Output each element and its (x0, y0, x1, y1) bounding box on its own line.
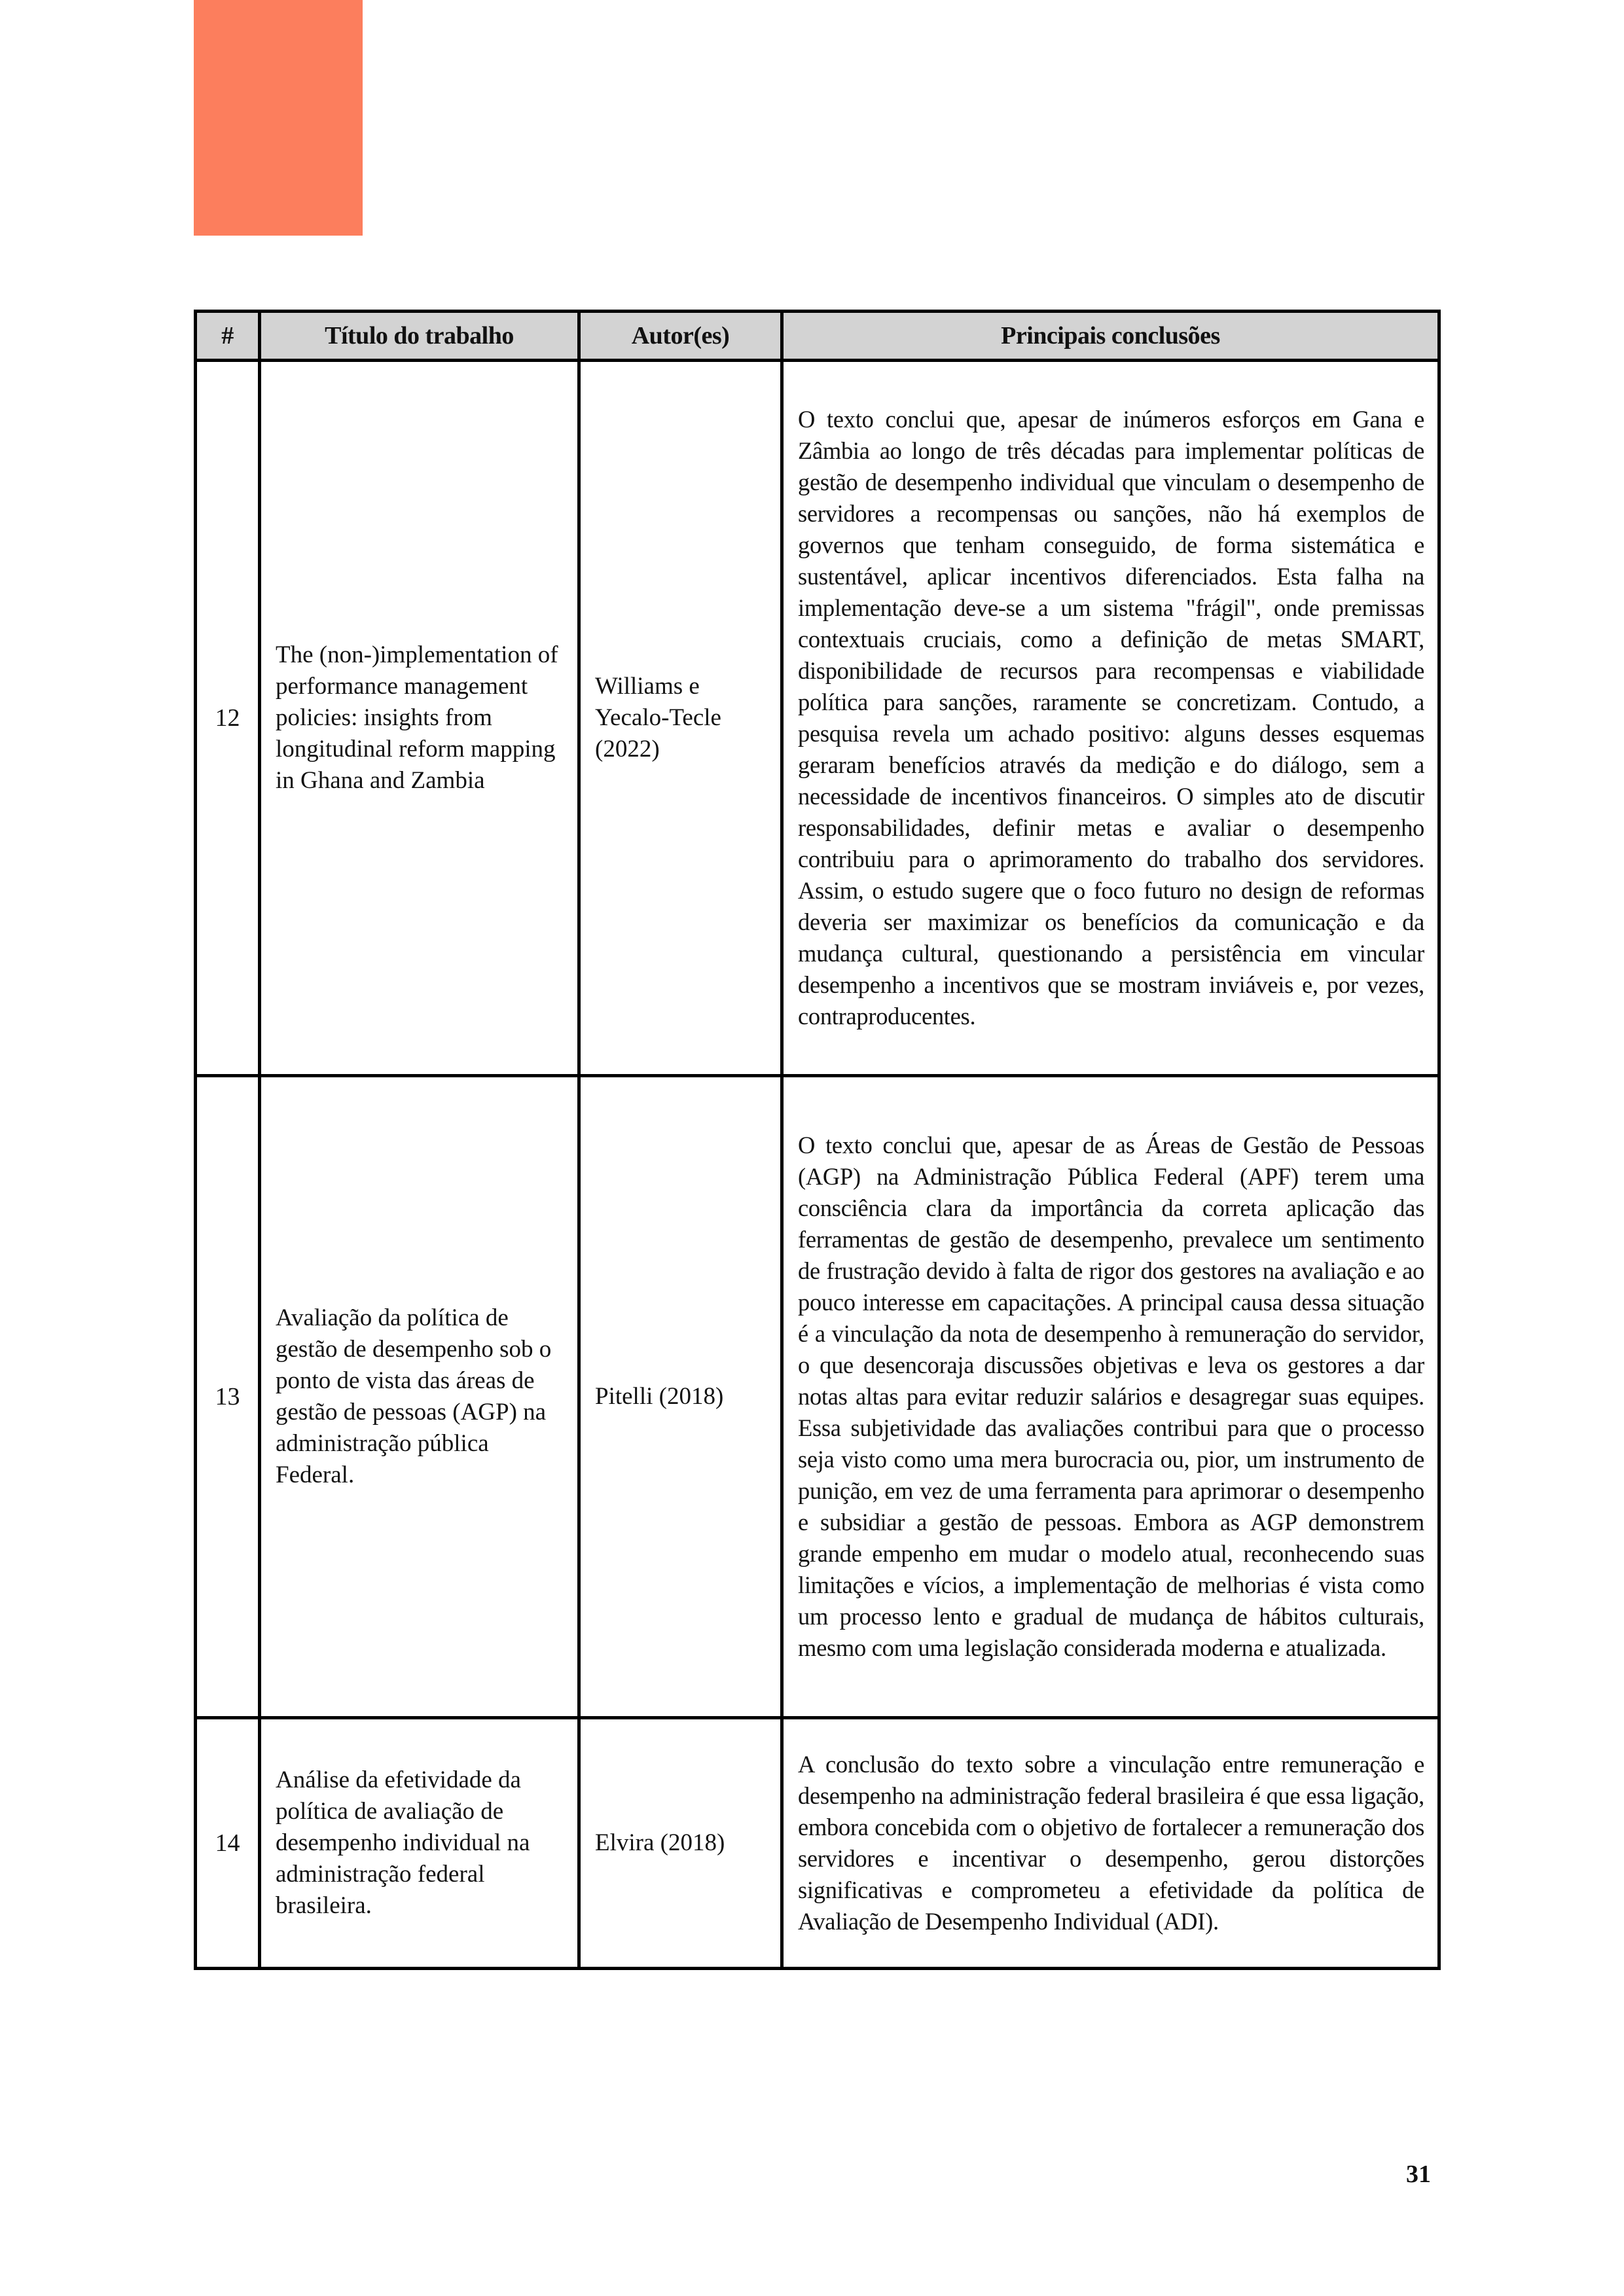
row-number: 12 (196, 361, 260, 1076)
row-number: 14 (196, 1718, 260, 1969)
work-authors: Williams e Yecalo-Tecle (2022) (579, 361, 782, 1076)
table-row (196, 361, 1439, 1076)
header-title: Título do trabalho (260, 312, 579, 361)
work-title: Avaliação da política de gestão de desempenho sob o ponto de vista das áreas de gestão de pessoas (AGP) na administração pública Federal. (260, 1076, 579, 1718)
decorative-accent-block (194, 0, 363, 236)
work-conclusions: A conclusão do texto sobre a vinculação entre remuneração e desempenho na administração federal brasileira é que essa ligação, embora concebida com o objetivo de fortalecer a remuneração dos servidores e incentivar o desempenho, gerou distorções significativas e comprometeu a efetividade da política de Avaliação de Desempenho Individual (ADI). (782, 1718, 1439, 1969)
header-number: # (196, 312, 260, 361)
header-conclusions: Principais conclusões (782, 312, 1439, 361)
row-number: 13 (196, 1076, 260, 1718)
page-number: 31 (1406, 2161, 1431, 2188)
work-title: The (non-)implementation of performance management policies: insights from longitudinal reform mapping in Ghana and Zambia (260, 361, 579, 1076)
work-title: Análise da efetividade da política de avaliação de desempenho individual na administração federal brasileira. (260, 1718, 579, 1969)
header-authors: Autor(es) (579, 312, 782, 361)
table-header-row (196, 312, 1439, 361)
table-row (196, 1076, 1439, 1718)
work-authors: Pitelli (2018) (579, 1076, 782, 1718)
work-conclusions: O texto conclui que, apesar de inúmeros esforços em Gana e Zâmbia ao longo de três décadas para implementar políticas de gestão de desempenho individual que vinculam o desempenho de servidores a recompensas ou sanções, não há exemplos de governos que tenham conseguido, de forma sistemática e sustentável, aplicar incentivos diferenciados. Esta falha na implementação deve-se a um sistema "frágil", onde premissas contextuais cruciais, como a definição de metas SMART, disponibilidade de recursos para recompensas e viabilidade política para sanções, raramente se concretizam. Contudo, a pesquisa revela um achado positivo: alguns desses esquemas geraram benefícios através da medição e do diálogo, sem a necessidade de incentivos financeiros. O simples ato de discutir responsabilidades, definir metas e avaliar o desempenho contribuiu para o aprimoramento do trabalho dos servidores. Assim, o estudo sugere que o foco futuro no design de reformas deveria ser maximizar os benefícios da comunicação e da mudança cultural, questionando a persistência em vincular desempenho a incentivos que se mostram inviáveis e, por vezes, contraproducentes. (782, 361, 1439, 1076)
table-row (196, 1718, 1439, 1969)
literature-review-table (194, 310, 1441, 1970)
work-conclusions: O texto conclui que, apesar de as Áreas de Gestão de Pessoas (AGP) na Administração Pública Federal (APF) terem uma consciência clara da importância da correta aplicação das ferramentas de gestão de desempenho, prevalece um sentimento de frustração devido à falta de rigor dos gestores na avaliação e ao pouco interesse em capacitações. A principal causa dessa situação é a vinculação da nota de desempenho à remuneração do servidor, o que desencoraja discussões objetivas e leva os gestores a dar notas altas para evitar reduzir salários e desagregar suas equipes. Essa subjetividade das avaliações contribui para que o processo seja visto como uma mera burocracia ou, pior, um instrumento de punição, em vez de uma ferramenta para aprimorar o desempenho e subsidiar a gestão de pessoas. Embora as AGP demonstrem grande empenho em mudar o modelo atual, reconhecendo suas limitações e vícios, a implementação de melhorias é vista como um processo lento e gradual de mudança de hábitos culturais, mesmo com uma legislação considerada moderna e atualizada. (782, 1076, 1439, 1718)
work-authors: Elvira (2018) (579, 1718, 782, 1969)
